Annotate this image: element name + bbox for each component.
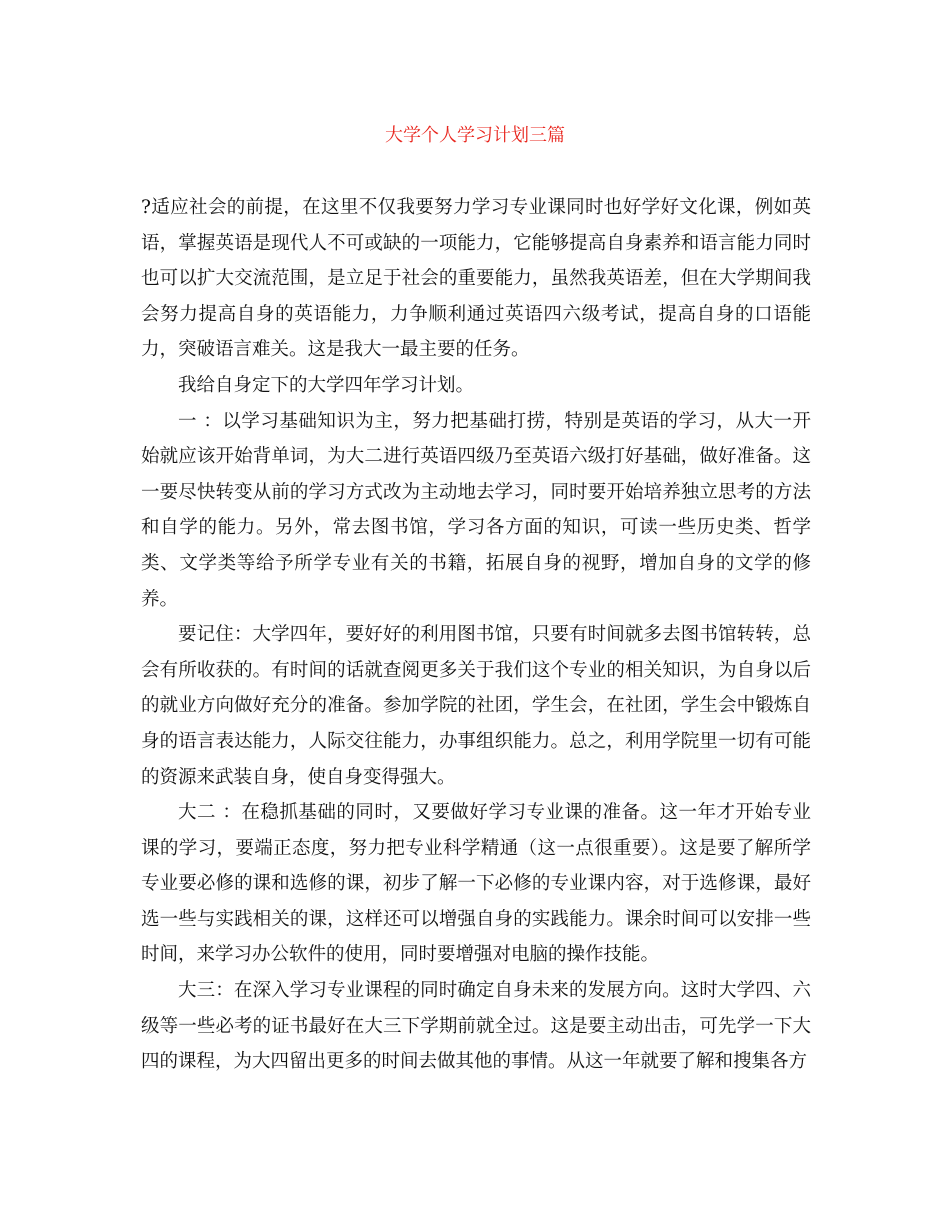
document-body: [141, 190, 811, 1080]
paragraph-year-one: 一 ：以学习基础知识为主，努力把基础打捞，特别是英语的学习，从大一开始就应该开始背单词，为大二进行英语四级乃至英语六级打好基础，做好准备。这一要尽快转变从前的学习方式改为主动地去学习，同时要开始培养独立思考的方法和自学的能力。另外，常去图书馆，学习各方面的知识，可读一些历史类、哲学类、文学类等给予所学专业有关的书籍，拓展自身的视野，增加自身的文学的修养。: [141, 410, 811, 610]
paragraph-intro: ?适应社会的前提，在这里不仅我要努力学习专业课同时也好学好文化课，例如英语，掌握英语是现代人不可或缺的一项能力，它能够提高自身素养和语言能力同时也可以扩大交流范围，是立足于社会的重要能力，虽然我英语差，但在大学期间我会努力提高自身的英语能力，力争顺利通过英语四六级考试，提高自身的口语能力，突破语言难关。这是我大一最主要的任务。: [141, 197, 811, 361]
paragraph-year-two: 大二 ：在稳抓基础的同时，又要做好学习专业课的准备。这一年才开始专业课的学习，要端正态度，努力把专业科学精通（这一点很重要）。这是要了解所学专业要必修的课和选修的课，初步了解一下必修的专业课内容，对于选修课，最好选一些与实践相关的课，这样还可以增强自身的实践能力。课余时间可以安排一些时间，来学习办公软件的使用，同时要增强对电脑的操作技能。: [141, 802, 811, 966]
paragraph-plan-heading: 我给自身定下的大学四年学习计划。: [178, 374, 475, 396]
paragraph-remember: 要记住：大学四年，要好好的利用图书馆，只要有时间就多去图书馆转转，总会有所收获的。有时间的话就查阅更多关于我们这个专业的相关知识，为自身以后的就业方向做好充分的准备。参加学院的社团，学生会，在社团，学生会中锻炼自身的语言表达能力，人际交往能力，办事组织能力。总之，利用学院里一切有可能的资源来武装自身，使自身变得强大。: [141, 624, 811, 788]
paragraph-year-three: 大三：在深入学习专业课程的同时确定自身未来的发展方向。这时大学四、六级等一些必考的证书最好在大三下学期前就全过。这是要主动出击，可先学一下大四的课程，为大四留出更多的时间去做其他的事情。从这一年就要了解和搜集各方: [141, 980, 811, 1073]
document-title: 大学个人学习计划三篇: [385, 125, 565, 146]
